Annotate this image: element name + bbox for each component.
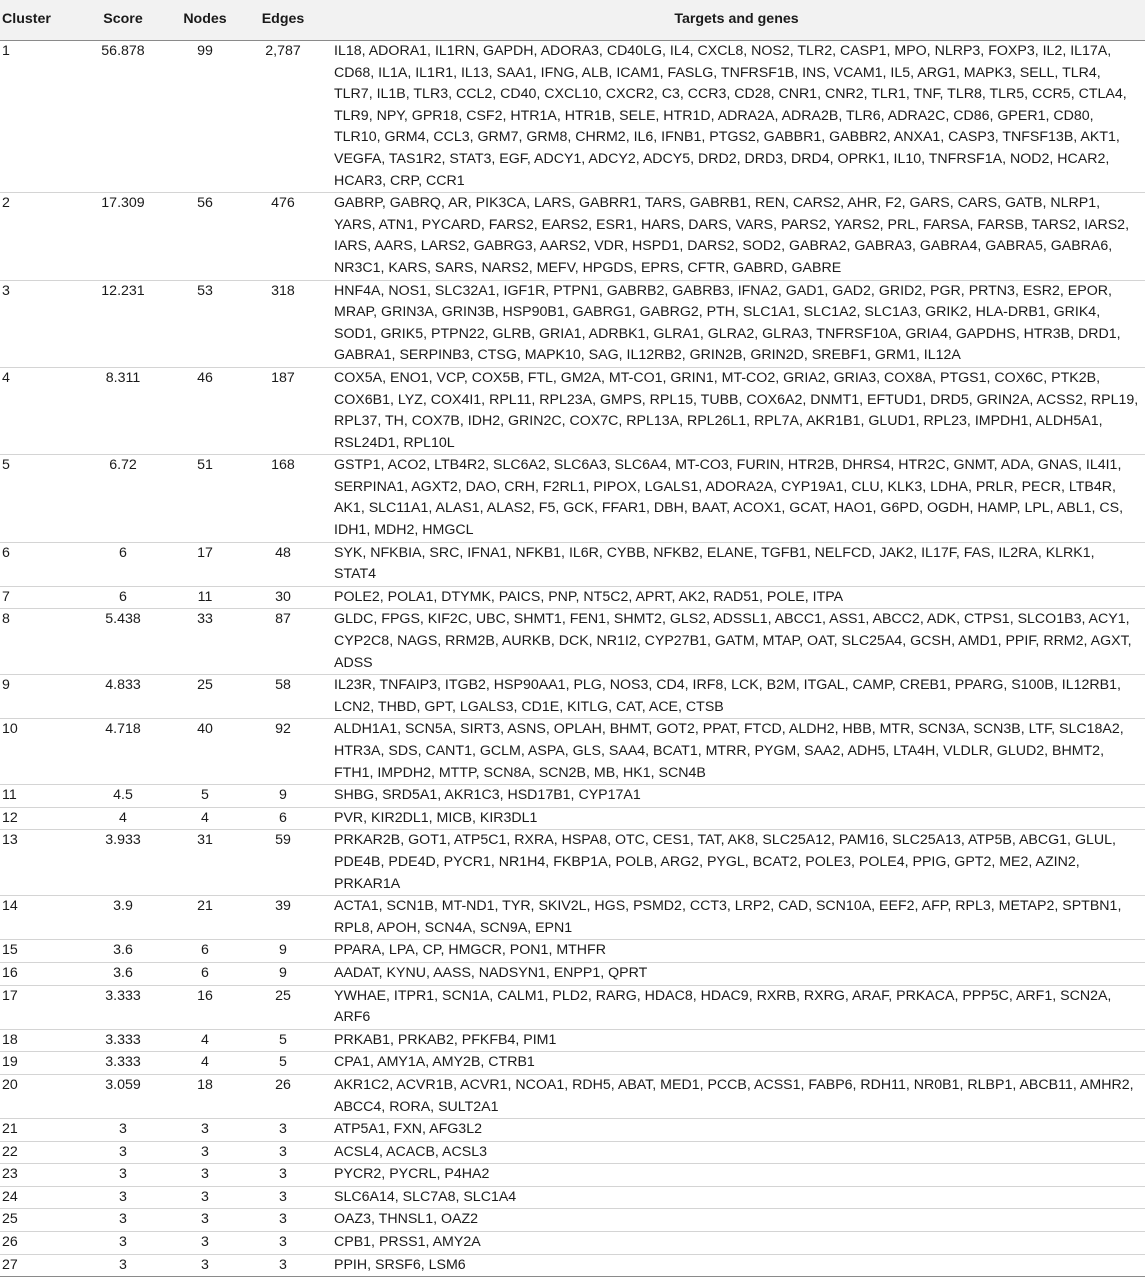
cell-genes: GSTP1, ACO2, LTB4R2, SLC6A2, SLC6A3, SLC6A4, MT-CO3, FURIN, HTR2B, DHRS4, HTR2C, GNMT, ADA, GNAS, IL4I1, SERPINA1, AGXT2, DAO, CRH, F2RL1, PIPOX, LGALS1, ADORA2A, CYP19A1, CLU, KLK3, LDHA, PRLR, PECR, LTB4R, AK1, SLC11A1, ALAS1, ALAS2, F5, GCK, FFAR1, DBH, BAAT, ACOX1, GCAT, HAO1, G6PD, OGDH, HAMP, LPL, ABL1, CS, IDH1, MDH2, HMGCL xyxy=(334,457,1124,539)
cell-edges: 3 xyxy=(279,1211,287,1228)
cell-cluster: 17 xyxy=(2,987,18,1004)
cell-genes: PVR, KIR2DL1, MICB, KIR3DL1 xyxy=(334,809,538,826)
cell-edges: 3 xyxy=(279,1256,287,1273)
cell-genes: SHBG, SRD5A1, AKR1C3, HSD17B1, CYP17A1 xyxy=(334,787,641,804)
table-row xyxy=(0,1141,1145,1164)
cell-edges: 3 xyxy=(279,1166,287,1183)
cell-nodes: 56 xyxy=(197,195,213,212)
cell-score: 3 xyxy=(119,1166,127,1183)
cell-cluster: 13 xyxy=(2,832,18,849)
cell-score: 6.72 xyxy=(109,457,137,474)
cell-genes: ACSL4, ACACB, ACSL3 xyxy=(334,1143,487,1160)
cell-edges: 92 xyxy=(275,721,291,738)
table-row xyxy=(0,609,1145,675)
cell-genes: PPIH, SRSF6, LSM6 xyxy=(334,1256,466,1273)
cell-genes: ATP5A1, FXN, AFG3L2 xyxy=(334,1121,482,1138)
table-row xyxy=(0,962,1145,985)
table-row xyxy=(0,785,1145,808)
cell-cluster: 8 xyxy=(2,611,10,628)
cell-score: 3 xyxy=(119,1256,127,1273)
cell-nodes: 6 xyxy=(201,942,209,959)
cell-cluster: 27 xyxy=(2,1256,18,1273)
cell-nodes: 4 xyxy=(201,1054,209,1071)
cell-nodes: 31 xyxy=(197,832,213,849)
header-score: Score xyxy=(103,11,143,28)
cell-cluster: 10 xyxy=(2,721,18,738)
table-body xyxy=(0,41,1145,1277)
table-row xyxy=(0,1029,1145,1052)
cell-cluster: 26 xyxy=(2,1234,18,1251)
cell-nodes: 18 xyxy=(197,1076,213,1093)
cell-cluster: 21 xyxy=(2,1121,18,1138)
cell-genes: AKR1C2, ACVR1B, ACVR1, NCOA1, RDH5, ABAT, MED1, PCCB, ACSS1, FABP6, RDH11, NR0B1, RLBP1, ABCB11, AMHR2, ABCC4, RORA, SULT2A1 xyxy=(334,1076,1134,1115)
cell-edges: 48 xyxy=(275,544,291,561)
cell-score: 6 xyxy=(119,544,127,561)
cell-cluster: 14 xyxy=(2,898,18,915)
cell-score: 3.9 xyxy=(113,898,133,915)
cell-score: 3.333 xyxy=(105,1031,141,1048)
cell-cluster: 1 xyxy=(2,43,10,59)
cell-edges: 58 xyxy=(275,677,291,694)
cell-nodes: 51 xyxy=(197,457,213,474)
cell-nodes: 3 xyxy=(201,1121,209,1138)
cell-score: 4 xyxy=(119,809,127,826)
cell-nodes: 40 xyxy=(197,721,213,738)
table-row xyxy=(0,896,1145,940)
cell-cluster: 25 xyxy=(2,1211,18,1228)
cell-edges: 9 xyxy=(279,942,287,959)
cell-edges: 87 xyxy=(275,611,291,628)
cell-nodes: 6 xyxy=(201,964,209,981)
cell-genes: OAZ3, THNSL1, OAZ2 xyxy=(334,1211,479,1228)
cell-cluster: 6 xyxy=(2,544,10,561)
cell-edges: 187 xyxy=(271,369,295,386)
cell-edges: 9 xyxy=(279,787,287,804)
cell-genes: POLE2, POLA1, DTYMK, PAICS, PNP, NT5C2, APRT, AK2, RAD51, POLE, ITPA xyxy=(334,588,844,605)
table-row xyxy=(0,719,1145,785)
table-row xyxy=(0,586,1145,609)
table-row xyxy=(0,193,1145,280)
cell-nodes: 4 xyxy=(201,809,209,826)
cell-cluster: 24 xyxy=(2,1188,18,1205)
table-row xyxy=(0,1052,1145,1075)
cell-cluster: 3 xyxy=(2,282,10,299)
cell-genes: GABRP, GABRQ, AR, PIK3CA, LARS, GABRR1, TARS, GABRB1, REN, CARS2, AHR, F2, GARS, CARS, GATB, NLRP1, YARS, ATN1, PYCARD, FARS2, EARS2, ESR1, HARS, DARS, VARS, PARS2, YARS2, PRL, FARSA, FARSB, TARS2, IARS2, IARS, AARS, LARS2, GABRG3, AARS2, VDR, HSPD1, DARS2, SOD2, GABRA2, GABRA3, GABRA4, GABRA5, GABRA6, NR3C1, KARS, SARS, NARS2, MEFV, HPGDS, EPRS, CFTR, GABRD, GABRE xyxy=(334,195,1130,276)
table-row xyxy=(0,1186,1145,1209)
cell-genes: IL23R, TNFAIP3, ITGB2, HSP90AA1, PLG, NOS3, CD4, IRF8, LCK, B2M, ITGAL, CAMP, CREB1, PPARG, S100B, IL12RB1, LCN2, THBD, GPT, LGALS3, CD1E, KITLG, CAT, ACE, CTSB xyxy=(334,677,1121,715)
cell-edges: 3 xyxy=(279,1188,287,1205)
cell-genes: COX5A, ENO1, VCP, COX5B, FTL, GM2A, MT-CO1, GRIN1, MT-CO2, GRIA2, GRIA3, COX8A, PTGS1, COX6C, PTK2B, COX6B1, LYZ, COX4I1, RPL11, RPL23A, GMPS, RPL15, TUBB, COX6A2, DNMT1, EFTUD1, DRD5, GRIN2A, ACSS2, RPL19, RPL37, TH, COX7B, IDH2, GRIN2C, COX7C, RPL13A, RPL26L1, RPL7A, AKR1B1, GLUD1, RPL23, IMPDH1, ALDH5A1, RSL24D1, RPL10L xyxy=(334,369,1139,451)
cell-score: 3 xyxy=(119,1188,127,1205)
cell-genes: ALDH1A1, SCN5A, SIRT3, ASNS, OPLAH, BHMT, GOT2, PPAT, FTCD, ALDH2, HBB, MTR, SCN3A, SCN3B, LTF, SLC18A2, HTR3A, SDS, CANT1, GCLM, ASPA, GLS, SAA4, BCAT1, MTRR, PYGM, SAA2, ADH5, LTA4H, VLDLR, GLUD2, BHMT2, FTH1, IMPDH2, MTTP, SCN8A, SCN2B, MB, HK1, SCN4B xyxy=(334,721,1124,781)
cell-edges: 26 xyxy=(275,1076,291,1093)
cell-cluster: 12 xyxy=(2,809,18,826)
cell-nodes: 3 xyxy=(201,1211,209,1228)
cell-score: 4.5 xyxy=(113,787,133,804)
cell-edges: 318 xyxy=(271,282,295,299)
cell-score: 3 xyxy=(119,1121,127,1138)
cell-score: 3.933 xyxy=(105,832,141,849)
cell-genes: PRKAB1, PRKAB2, PFKFB4, PIM1 xyxy=(334,1031,557,1048)
cell-nodes: 3 xyxy=(201,1256,209,1273)
table-header xyxy=(0,0,1145,41)
cell-edges: 6 xyxy=(279,809,287,826)
cell-cluster: 19 xyxy=(2,1054,18,1071)
header-nodes: Nodes xyxy=(183,11,227,28)
cell-score: 3.333 xyxy=(105,987,141,1004)
cell-cluster: 18 xyxy=(2,1031,18,1048)
cell-nodes: 5 xyxy=(201,787,209,804)
cell-nodes: 33 xyxy=(197,611,213,628)
cell-cluster: 2 xyxy=(2,195,10,212)
table-row xyxy=(0,940,1145,963)
table-row xyxy=(0,41,1145,193)
cell-cluster: 16 xyxy=(2,964,18,981)
cell-cluster: 22 xyxy=(2,1143,18,1160)
cell-genes: CPA1, AMY1A, AMY2B, CTRB1 xyxy=(334,1054,535,1071)
cell-nodes: 4 xyxy=(201,1031,209,1048)
cell-nodes: 3 xyxy=(201,1143,209,1160)
cell-score: 3 xyxy=(119,1234,127,1251)
header-cluster: Cluster xyxy=(2,11,51,28)
cell-nodes: 3 xyxy=(201,1188,209,1205)
cell-nodes: 25 xyxy=(197,677,213,694)
cell-score: 3.059 xyxy=(105,1076,141,1093)
cell-nodes: 3 xyxy=(201,1166,209,1183)
table-row xyxy=(0,1232,1145,1255)
cell-cluster: 9 xyxy=(2,677,10,694)
cell-cluster: 11 xyxy=(2,787,17,804)
cell-genes: PRKAR2B, GOT1, ATP5C1, RXRA, HSPA8, OTC, CES1, TAT, AK8, SLC25A12, PAM16, SLC25A13, ATP5B, ABCG1, GLUL, PDE4B, PDE4D, PYCR1, NR1H4, FKBP1A, POLB, ARG2, PYGL, BCAT2, POLE3, POLE4, PPIG, GPT2, ME2, AZIN2, PRKAR1A xyxy=(334,832,1116,892)
table-row xyxy=(0,985,1145,1029)
cell-nodes: 11 xyxy=(197,588,213,605)
cell-cluster: 4 xyxy=(2,369,10,386)
cell-genes: CPB1, PRSS1, AMY2A xyxy=(334,1234,481,1251)
table-row xyxy=(0,280,1145,367)
header-edges: Edges xyxy=(261,11,305,28)
cell-cluster: 15 xyxy=(2,942,18,959)
table-row xyxy=(0,1254,1145,1277)
cell-cluster: 23 xyxy=(2,1166,18,1183)
cell-edges: 25 xyxy=(275,987,291,1004)
cell-edges: 3 xyxy=(279,1234,287,1251)
cell-nodes: 17 xyxy=(197,544,213,561)
table-row xyxy=(0,675,1145,719)
table-row xyxy=(0,455,1145,542)
cell-edges: 476 xyxy=(271,195,295,212)
cell-nodes: 53 xyxy=(197,282,213,299)
cell-genes: SYK, NFKBIA, SRC, IFNA1, NFKB1, IL6R, CYBB, NFKB2, ELANE, TGFB1, NELFCD, JAK2, IL17F, FAS, IL2RA, KLRK1, STAT4 xyxy=(334,544,1095,583)
cell-score: 3.6 xyxy=(113,942,133,959)
table-row xyxy=(0,1074,1145,1118)
cell-score: 3 xyxy=(119,1143,127,1160)
cell-edges: 30 xyxy=(275,588,291,605)
cell-score: 4.718 xyxy=(105,721,141,738)
header-targets-genes: Targets and genes xyxy=(674,11,799,28)
cell-genes: IL18, ADORA1, IL1RN, GAPDH, ADORA3, CD40LG, IL4, CXCL8, NOS2, TLR2, CASP1, MPO, NLRP3, FOXP3, IL2, IL17A, CD68, IL1A, IL1R1, IL13, SAA1, IFNG, ALB, ICAM1, FASLG, TNFRSF1B, INS, VCAM1, IL5, ARG1, MAPK3, SELL, TLR4, TLR7, IL1B, TLR3, CCL2, CD40, CXCL10, CXCR2, C3, CCR3, CD28, CNR1, CNR2, TLR1, TNF, TLR8, TLR5, CCR5, CTLA4, TLR9, NPY, GPR18, CSF2, HTR1A, HTR1B, SELE, HTR1D, ADRA2A, ADRA2B, TLR6, ADRA2C, CD86, GPER1, CD80, TLR10, GRM4, CCL3, GRM7, GRM8, CHRM2, IL6, IFNB1, PTGS2, GABBR1, GABBR2, ANXA1, CASP3, TNFSF13B, AKT1, VEGFA, TAS1R2, STAT3, EGF, ADCY1, ADCY2, ADCY5, DRD2, DRD3, DRD4, OPRK1, IL10, TNFRSF1A, NOD2, HCAR2, HCAR3, CRP, CCR1 xyxy=(334,43,1127,189)
cell-edges: 5 xyxy=(279,1054,287,1071)
table-row xyxy=(0,1164,1145,1187)
cell-genes: PPARA, LPA, CP, HMGCR, PON1, MTHFR xyxy=(334,942,606,959)
cell-cluster: 7 xyxy=(2,588,10,605)
cell-edges: 9 xyxy=(279,964,287,981)
cell-score: 3.333 xyxy=(105,1054,141,1071)
cell-nodes: 99 xyxy=(197,43,213,59)
cell-genes: GLDC, FPGS, KIF2C, UBC, SHMT1, FEN1, SHMT2, GLS2, ADSSL1, ABCC1, ASS1, ABCC2, ADK, CTPS1, SLCO1B3, ACY1, CYP2C8, NAGS, RRM2B, AURKB, DCK, NR1I2, CYP27B1, GATM, MTAP, OAT, SLC25A4, GCSH, AMD1, PPIF, RRM2, AGXT, ADSS xyxy=(334,611,1132,671)
cell-nodes: 46 xyxy=(197,369,213,386)
cell-genes: YWHAE, ITPR1, SCN1A, CALM1, PLD2, RARG, HDAC8, HDAC9, RXRB, RXRG, ARAF, PRKACA, PPP5C, ARF1, SCN2A, ARF6 xyxy=(334,987,1112,1026)
cell-score: 12.231 xyxy=(101,282,145,299)
cell-nodes: 16 xyxy=(197,987,213,1004)
cell-edges: 59 xyxy=(275,832,291,849)
cell-nodes: 21 xyxy=(197,898,213,915)
cell-score: 56.878 xyxy=(101,43,145,59)
table-row xyxy=(0,367,1145,454)
cell-cluster: 20 xyxy=(2,1076,18,1093)
table-row xyxy=(0,830,1145,896)
cell-genes: HNF4A, NOS1, SLC32A1, IGF1R, PTPN1, GABRB2, GABRB3, IFNA2, GAD1, GAD2, GRID2, PGR, PRTN3, ESR2, EPOR, MRAP, GRIN3A, GRIN3B, HSP90B1, GABRG1, GABRG2, PTH, SLC1A1, SLC1A2, SLC1A3, GRIK2, HLA-DRB1, GRIK4, SOD1, GRIK5, PTPN22, GLRB, GRIA1, ADRBK1, GLRA1, GLRA2, GLRA3, TNFRSF10A, GRIA4, GAPDHS, HTR3B, DRD1, GABRA1, SERPINB3, CTSG, MAPK10, SAG, IL12RB2, GRIN2B, GRIN2D, SREBF1, GRM1, IL12A xyxy=(334,282,1121,364)
cell-score: 4.833 xyxy=(105,677,141,694)
cell-edges: 5 xyxy=(279,1031,287,1048)
cell-score: 3 xyxy=(119,1211,127,1228)
cell-edges: 3 xyxy=(279,1143,287,1160)
cell-edges: 168 xyxy=(271,457,295,474)
cell-genes: ACTA1, SCN1B, MT-ND1, TYR, SKIV2L, HGS, PSMD2, CCT3, LRP2, CAD, SCN10A, EEF2, AFP, RPL3, METAP2, SPTBN1, RPL8, APOH, SCN4A, SCN9A, EPN1 xyxy=(334,898,1122,936)
cell-nodes: 3 xyxy=(201,1234,209,1251)
table-row xyxy=(0,1119,1145,1142)
header-row xyxy=(0,0,1145,41)
cell-score: 5.438 xyxy=(105,611,141,628)
cell-score: 6 xyxy=(119,588,127,605)
cell-score: 3.6 xyxy=(113,964,133,981)
table-row xyxy=(0,1209,1145,1232)
cell-edges: 39 xyxy=(275,898,291,915)
cell-cluster: 5 xyxy=(2,457,10,474)
cell-genes: PYCR2, PYCRL, P4HA2 xyxy=(334,1166,490,1183)
cell-edges: 3 xyxy=(279,1121,287,1138)
table-row xyxy=(0,542,1145,586)
cell-score: 8.311 xyxy=(105,369,141,386)
cell-genes: SLC6A14, SLC7A8, SLC1A4 xyxy=(334,1188,517,1205)
cell-edges: 2,787 xyxy=(265,43,301,59)
cell-genes: AADAT, KYNU, AASS, NADSYN1, ENPP1, QPRT xyxy=(334,964,648,981)
table-row xyxy=(0,807,1145,830)
cell-score: 17.309 xyxy=(101,195,145,212)
